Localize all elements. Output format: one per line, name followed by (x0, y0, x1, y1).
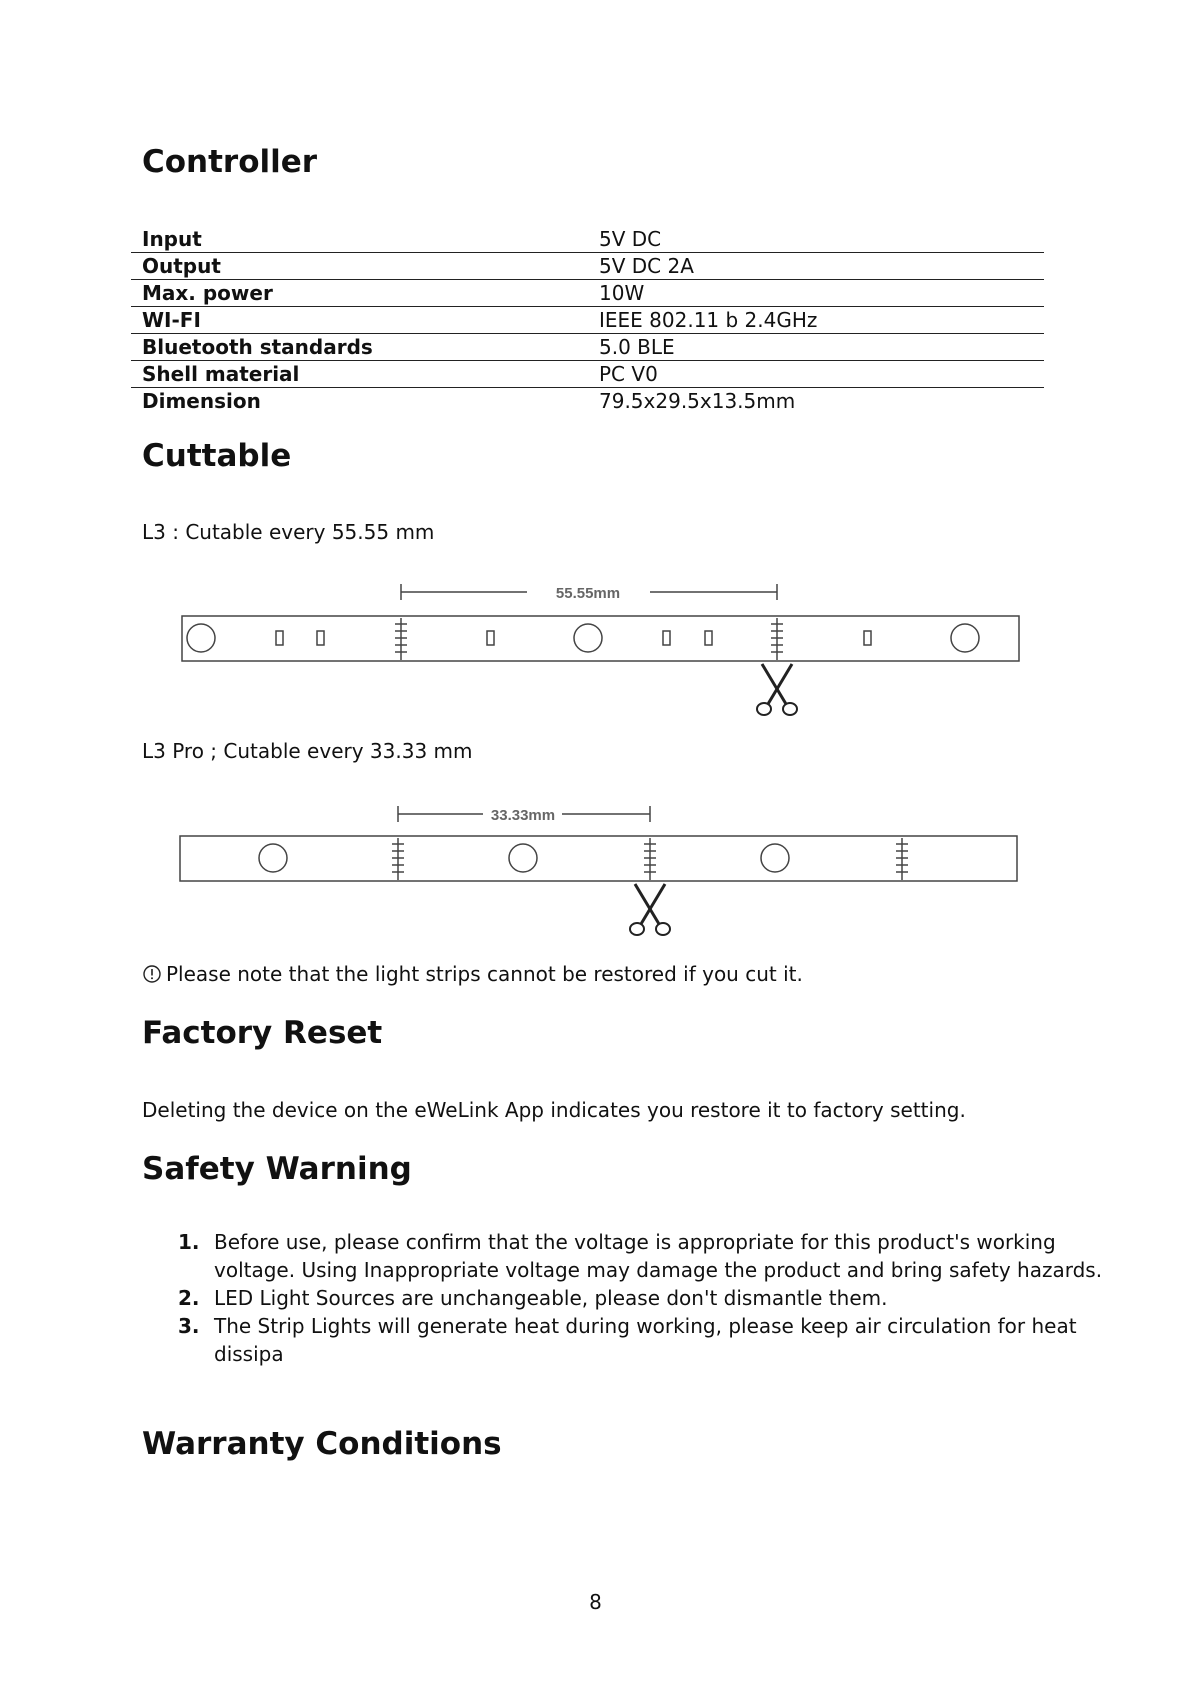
factory-reset-heading: Factory Reset (142, 1015, 383, 1051)
spec-label: Shell material (142, 362, 300, 386)
spec-value: 5V DC 2A (599, 254, 694, 278)
cuttable-heading: Cuttable (142, 438, 292, 474)
spec-label: WI-FI (142, 308, 201, 332)
led (761, 844, 789, 872)
table-row (131, 280, 1044, 307)
spec-value: 79.5x29.5x13.5mm (599, 389, 796, 413)
spec-value: 10W (599, 281, 645, 305)
resistor (487, 631, 494, 645)
spec-label: Input (142, 227, 202, 251)
l3pro-cut-text: L3 Pro ; Cutable every 33.33 mm (142, 739, 473, 763)
led (951, 624, 979, 652)
table-row (131, 361, 1044, 388)
resistor (705, 631, 712, 645)
spec-value: IEEE 802.11 b 2.4GHz (599, 308, 818, 332)
spec-value: PC V0 (599, 362, 658, 386)
scissors-icon (757, 664, 797, 715)
resistor (864, 631, 871, 645)
l3pro-strip-diagram (170, 800, 1030, 940)
table-row (131, 334, 1044, 361)
page-number: 8 (589, 1590, 602, 1614)
l3-dimension-label: 55.55mm (555, 585, 621, 602)
led (509, 844, 537, 872)
cut-pads (392, 838, 908, 880)
note-text: Please note that the light strips cannot be restored if you cut it. (166, 962, 803, 986)
scissors-icon (630, 884, 670, 935)
resistor (317, 631, 324, 645)
safety-list (142, 1228, 1134, 1368)
spec-label: Dimension (142, 389, 261, 413)
led (574, 624, 602, 652)
table-row (131, 388, 1044, 415)
led (187, 624, 215, 652)
table-row (131, 307, 1044, 334)
cut-warning-note (142, 962, 803, 986)
spec-label: Output (142, 254, 221, 278)
led (259, 844, 287, 872)
warranty-heading: Warranty Conditions (142, 1426, 502, 1462)
controller-spec-table (131, 226, 1044, 414)
list-item: Before use, please confirm that the voltage is appropriate for this product's working voltage. Using Inappropriate voltage may damage the product and bring safety hazards. (214, 1230, 1103, 1282)
l3pro-dimension-label: 33.33mm (490, 807, 556, 824)
table-row (131, 253, 1044, 280)
factory-reset-text: Deleting the device on the eWeLink App indicates you restore it to factory setting. (142, 1098, 966, 1122)
spec-label: Max. power (142, 281, 273, 305)
resistor (276, 631, 283, 645)
warning-icon (142, 964, 162, 984)
resistor (663, 631, 670, 645)
list-item: LED Light Sources are unchangeable, please don't dismantle them. (214, 1286, 888, 1310)
spec-value: 5V DC (599, 227, 662, 251)
list-item: The Strip Lights will generate heat during working, please keep air circulation for heat dissipa (214, 1314, 1077, 1366)
strip-body (182, 616, 1019, 661)
l3-strip-diagram (170, 580, 1030, 720)
strip-body (180, 836, 1017, 881)
spec-label: Bluetooth standards (142, 335, 373, 359)
controller-heading: Controller (142, 144, 318, 180)
spec-value: 5.0 BLE (599, 335, 675, 359)
table-row (131, 226, 1044, 253)
l3-cut-text: L3 : Cutable every 55.55 mm (142, 520, 435, 544)
safety-warning-heading: Safety Warning (142, 1151, 412, 1187)
